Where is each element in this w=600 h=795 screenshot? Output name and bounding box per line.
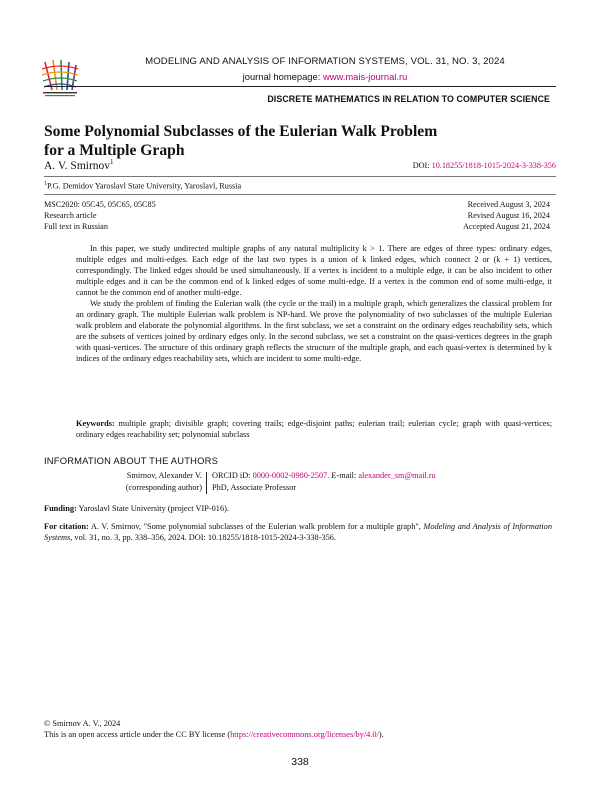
journal-name: MODELING AND ANALYSIS OF INFORMATION SYSTEMS, VOL. 31, NO. 3, 2024 bbox=[145, 56, 505, 67]
license-link[interactable]: https://creativecommons.org/licenses/by/4.0/ bbox=[230, 730, 379, 739]
author-affil-mark: 1 bbox=[110, 158, 114, 166]
funding-text: Yaroslavl State University (project VIP-016). bbox=[78, 504, 229, 513]
article-type: Research article bbox=[44, 211, 97, 220]
received-date: Received August 3, 2024 bbox=[467, 200, 550, 209]
article-language: Full text in Russian bbox=[44, 222, 108, 231]
orcid-label: ORCID iD: bbox=[212, 471, 251, 480]
affiliation-rule-top bbox=[44, 176, 556, 177]
keywords-text: multiple graph; divisible graph; covering trails; edge-disjoint paths; eulerian trail; eulerian cycle; graph with quasi-vertices; ordinary edges reachability set; polynomial subclass bbox=[76, 419, 552, 439]
header-rule bbox=[44, 86, 556, 87]
journal-homepage bbox=[90, 71, 560, 82]
citation-label: For citation: bbox=[44, 522, 89, 531]
affiliation-mark: 1 bbox=[44, 181, 47, 187]
homepage-label: journal homepage: bbox=[242, 71, 321, 82]
author-position: PhD, Associate Professor bbox=[212, 482, 297, 492]
affiliation: $^1$P.G. Demidov Yaroslavl State University, Yaroslavl, Russia bbox=[44, 181, 242, 191]
abstract-paragraph-1: In this paper, we study undirected multiple graphs of any natural multiplicity k > 1. There are edges of three types: ordinary edges, multiple edges and multi-edges. Each edge of the last two types is a union of k linked edges, which connect 2 or (k + 1) vertices, correspondingly. The linked edges should be used simultaneously. If a vertex is incident to a multiple edge, it can be also incident to other multiple edges and it can be the common end of k linked edges of some multi-edge. If a vertex is the common end of some multi-edge, it cannot be the common end of another multi-edge. bbox=[76, 244, 552, 297]
author-name: A. V. Smirnov$^1$ bbox=[44, 158, 114, 172]
keywords bbox=[76, 418, 552, 440]
abstract-paragraph-2: We study the problem of finding the Eulerian walk (the cycle or the trail) in a multiple graph, which generalizes the classical problem for an ordinary graph. The multiple Eulerian walk problem is NP-hard. We prove the polynomiality of two subclasses of the multiple Eulerian walk problem and elaborate the polynomial algorithms. In the first subclass, we set a constraint on the ordinary edges reachability sets, which are the subsets of vertices joined by ordinary edges only. In the second subclass, we set a constraint on the quasi-vertices degrees in the graph with quasi-vertices. The structure of this ordinary graph reflects the structure of the multiple graph, and each quasi-vertex is determined by k indices of the ordinary edges reachability sets, which are incident to some multi-edge. bbox=[76, 299, 552, 363]
doi-link[interactable]: 10.18255/1818-1015-2024-3-338-356 bbox=[431, 161, 556, 170]
author-info-divider bbox=[206, 472, 207, 494]
article-meta-left bbox=[44, 199, 156, 232]
authors-info-heading: INFORMATION ABOUT THE AUTHORS bbox=[44, 455, 219, 466]
affiliation-rule-bottom bbox=[44, 194, 556, 195]
msc-codes: MSC2020: 05C45, 05C65, 05C85 bbox=[44, 200, 156, 209]
license-notice: This is an open access article under the CC BY license (https://creativecommons.org/licenses/by/4.0/). bbox=[44, 730, 384, 739]
abstract bbox=[76, 243, 552, 364]
keywords-label: Keywords: bbox=[76, 419, 115, 428]
author-full-name: Smirnov, Alexander V. bbox=[126, 471, 202, 480]
doi-label: DOI: bbox=[412, 161, 430, 170]
section-heading: DISCRETE MATHEMATICS IN RELATION TO COMPUTER SCIENCE bbox=[267, 94, 550, 104]
homepage-link[interactable]: www.mais-journal.ru bbox=[322, 71, 408, 82]
journal-logo-icon bbox=[40, 56, 80, 100]
author-row bbox=[44, 158, 556, 174]
article-dates bbox=[463, 199, 550, 232]
copyright-block bbox=[44, 718, 384, 740]
journal-logo bbox=[40, 56, 80, 100]
author-info-name-col bbox=[94, 470, 202, 493]
funding bbox=[44, 504, 229, 513]
accepted-date: Accepted August 21, 2024 bbox=[463, 222, 550, 231]
citation-tail: vol. 31, no. 3, pp. 338–356, 2024. DOI: 10.18255/1818-1015-2024-3-338-356. bbox=[74, 533, 336, 542]
orcid-link[interactable]: 0000-0002-0980-2507. bbox=[252, 471, 330, 480]
citation bbox=[44, 521, 552, 543]
title-line-2: for a Multiple Graph bbox=[44, 142, 185, 159]
title-line-1: Some Polynomial Subclasses of the Eulerian Walk Problem bbox=[44, 123, 438, 140]
author-info-details-col bbox=[212, 470, 532, 493]
author-role: (corresponding author) bbox=[125, 482, 202, 492]
paper-title bbox=[44, 122, 514, 160]
copyright-notice: © Smirnov A. V., 2024 bbox=[44, 719, 121, 728]
doi bbox=[413, 161, 556, 170]
author-contacts bbox=[212, 470, 532, 482]
citation-journal: Modeling and Analysis of Information Systems, bbox=[44, 522, 552, 542]
email-link[interactable]: alexander_sm@mail.ru bbox=[358, 471, 436, 480]
email-label: E-mail: bbox=[331, 471, 357, 480]
page-number: 338 bbox=[291, 756, 309, 768]
citation-text: A. V. Smirnov, "Some polynomial subclasses of the Eulerian walk problem for a multiple graph", bbox=[90, 522, 421, 531]
funding-label: Funding: bbox=[44, 504, 77, 513]
revised-date: Revised August 16, 2024 bbox=[467, 211, 550, 220]
